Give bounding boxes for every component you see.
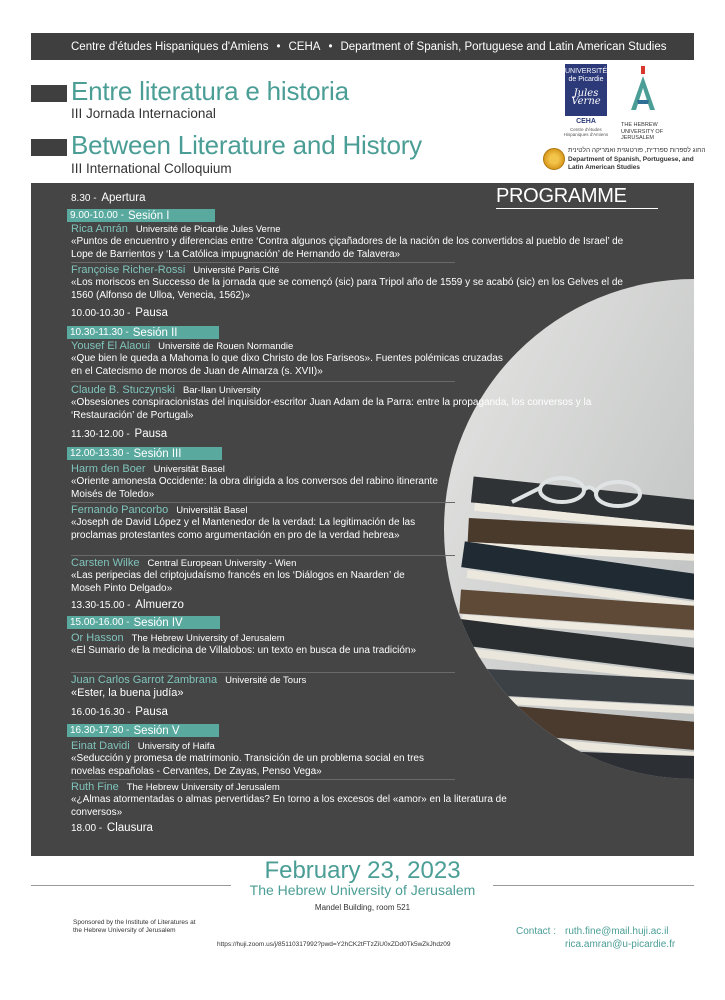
- session-time: 16.30-17.30 -: [70, 725, 130, 736]
- speaker-name: Carsten Wilke: [71, 557, 140, 569]
- session-label: Sesión III: [133, 447, 182, 460]
- speaker-line: [71, 740, 215, 752]
- header-separator: •: [276, 40, 281, 53]
- session-label: Sesión I: [127, 209, 170, 222]
- programme-underline: [496, 208, 658, 209]
- schedule-label: Pausa: [135, 307, 168, 319]
- divider: [71, 381, 455, 382]
- ceha-logo-subtitle: Centre d'études Hispaniques d'Amiens: [563, 127, 609, 137]
- speaker-affiliation: Central European University - Wien: [147, 558, 297, 569]
- divider: [71, 779, 455, 780]
- huji-logo-icon: [623, 64, 663, 122]
- sponsor-note: Sponsored by the Institute of Literatures at the Hebrew University of Jerusalem: [73, 919, 196, 934]
- schedule-break: [71, 307, 168, 319]
- divider: [71, 555, 455, 556]
- speaker-name: Juan Carlos Garrot Zambrana: [71, 674, 218, 686]
- contact-label: Contact :: [516, 926, 557, 937]
- english-subtitle: III International Colloquium: [71, 161, 232, 176]
- schedule-time: 13.30-15.00 -: [71, 600, 131, 611]
- speaker-line: [71, 557, 296, 569]
- speaker-line: [71, 384, 261, 396]
- speaker-affiliation: University of Haifa: [137, 741, 215, 752]
- session-time: 15.00-16.00 -: [70, 617, 130, 628]
- session-header: [67, 724, 219, 737]
- talk-title: «Las peripecias del criptojudaísmo francés en los ‘Diálogos en Naarden’ de Moseh Pinto Delgado»: [71, 570, 405, 594]
- event-date: February 23, 2023: [264, 857, 461, 884]
- schedule-time: 8.30 -: [71, 193, 97, 204]
- speaker-affiliation: Bar-Ilan University: [182, 385, 261, 396]
- english-title: Between Literature and History: [71, 130, 422, 160]
- department-hebrew-name: החוג לספרות ספרדית, פורטוגזית ואמריקה הלטינית: [568, 147, 706, 154]
- speaker-affiliation: Universität Basel: [153, 464, 225, 475]
- session-time: 9.00-10.00 -: [70, 210, 124, 221]
- schedule-opening: [71, 192, 145, 204]
- title-marker: [31, 85, 67, 102]
- upjv-logo: UNIVERSITÉ de Picardie Jules Verne: [565, 64, 607, 116]
- speaker-affiliation: Université Paris Cité: [193, 265, 280, 276]
- programme-heading: PROGRAMME: [496, 185, 627, 207]
- talk-title: «Obsesiones conspiracionistas del inquisidor-escritor Juan Adam de la Parra: entre la propaganda, los conversos y la ‘Restauración’ de Portugal»: [71, 397, 592, 421]
- speaker-line: [71, 781, 280, 793]
- session-label: Sesión V: [133, 724, 180, 737]
- department-english-name: Department of Spanish, Portuguese, and Latin American Studies: [568, 156, 694, 171]
- session-label: Sesión IV: [133, 616, 183, 629]
- speaker-affiliation: The Hebrew University of Jerusalem: [131, 633, 285, 644]
- speaker-line: [71, 264, 279, 276]
- title-marker: [31, 139, 67, 156]
- speaker-affiliation: Université de Picardie Jules Verne: [135, 224, 281, 235]
- schedule-label: Apertura: [101, 192, 146, 204]
- department-seal-icon: [543, 148, 565, 170]
- event-room: Mandel Building, room 521: [314, 903, 411, 912]
- speaker-line: [71, 223, 281, 235]
- schedule-label: Pausa: [134, 428, 168, 440]
- talk-title: «¿Almas atormentadas o almas pervertidas? En torno a los excesos del «amor» en la literatura de conversos»: [71, 794, 507, 818]
- speaker-name: Or Hasson: [71, 632, 124, 644]
- session-label: Sesión II: [132, 326, 178, 339]
- speaker-affiliation: Université de Rouen Normandie: [158, 341, 294, 352]
- talk-title: «Los moriscos en Successo de la jornada que se començó (sic) para Tripol año de 1559 y se acabó (sic) en los Gelves el de 1560 (Alfonso de Ulloa, Venecia, 1562)»: [71, 277, 623, 301]
- speaker-name: Françoise Richer-Rossi: [71, 264, 186, 276]
- logos-area: [535, 64, 706, 184]
- books-glasses-photo: [432, 258, 694, 800]
- header-separator: •: [328, 40, 333, 53]
- schedule-time: 10.00-10.30 -: [71, 308, 131, 319]
- schedule-label: Pausa: [135, 706, 168, 718]
- session-time: 12.00-13.30 -: [70, 448, 130, 459]
- divider: [71, 262, 455, 263]
- session-time: 10.30-11.30 -: [70, 327, 129, 338]
- huji-logo-text: THE HEBREW UNIVERSITY OF JERUSALEM: [621, 122, 664, 141]
- schedule-time: 11.30-12.00 -: [71, 429, 130, 440]
- speaker-line: [71, 674, 306, 686]
- schedule-break: [71, 599, 184, 611]
- session-header: [67, 209, 215, 222]
- contact-email-amran[interactable]: rica.amran@u-picardie.fr: [565, 939, 676, 950]
- speaker-name: Einat Davidi: [71, 740, 130, 752]
- speaker-affiliation: Universität Basel: [176, 505, 248, 516]
- talk-title: «Oriente amonesta Occidente: la obra dirigida a los conversos del rabino itinerante Moisés de Toledo»: [71, 476, 438, 500]
- talk-title: «El Sumario de la medicina de Villalobos: un texto en busca de una tradición»: [71, 645, 417, 656]
- header-org-ceha-name: Centre d'études Hispaniques d'Amiens: [71, 40, 269, 53]
- spanish-subtitle: III Jornada Internacional: [71, 106, 216, 121]
- schedule-label: Clausura: [106, 822, 153, 834]
- talk-title: «Que bien le queda a Mahoma lo que dixo Christo de los Fariseos». Fuentes polémicas cruzadas en el Catecismo de moros de Juan de Almarza (s. XVII)»: [71, 353, 503, 377]
- ceha-logo-label: CEHA: [576, 118, 596, 125]
- contact-email-fine[interactable]: ruth.fine@mail.huji.ac.il: [565, 926, 669, 937]
- event-venue: The Hebrew University of Jerusalem: [249, 882, 476, 898]
- spanish-title-block: [31, 78, 551, 128]
- english-title-block: [31, 132, 551, 182]
- header-org-department: Department of Spanish, Portuguese and Latin American Studies: [340, 40, 667, 53]
- speaker-line: [71, 632, 285, 644]
- speaker-name: Yousef El Alaoui: [71, 340, 151, 352]
- speaker-line: [71, 504, 248, 516]
- schedule-time: 18.00 -: [71, 823, 103, 834]
- divider: [71, 502, 455, 503]
- divider: [71, 672, 455, 673]
- session-header: [67, 326, 219, 339]
- speaker-line: [71, 340, 293, 352]
- speaker-name: Fernando Pancorbo: [71, 504, 169, 516]
- speaker-name: Claude B. Stuczynski: [71, 384, 175, 396]
- speaker-name: Rica Amrán: [71, 223, 128, 235]
- talk-title: «Ester, la buena judía»: [71, 687, 184, 699]
- speaker-name: Harm den Boer: [71, 463, 146, 475]
- schedule-time: 16.00-16.30 -: [71, 707, 131, 718]
- session-header: [67, 447, 222, 460]
- speaker-affiliation: The Hebrew University of Jerusalem: [126, 782, 280, 793]
- department-logo: [543, 146, 706, 180]
- header-bar: [31, 33, 694, 60]
- schedule-break: [71, 706, 168, 718]
- talk-title: «Joseph de David López y el Mantenedor de la verdad: La legitimación de las proclamas protestantes como argumentación en pro de la verdad hebrea»: [71, 517, 416, 541]
- zoom-link[interactable]: https://huji.zoom.us/j/85110317992?pwd=Y2hCK2tFTzZiU0xZDd0Tk5wZkJhdz09: [217, 941, 451, 948]
- schedule-closing: [71, 822, 153, 834]
- schedule-break: [71, 428, 167, 440]
- speaker-name: Ruth Fine: [71, 781, 119, 793]
- speaker-line: [71, 463, 225, 475]
- session-header: [67, 616, 220, 629]
- speaker-affiliation: Université de Tours: [225, 675, 307, 686]
- talk-title: «Seducción y promesa de matrimonio. Transición de un problema social en tres novelas españolas - Cervantes, De Zayas, Penso Vega»: [71, 753, 424, 777]
- schedule-label: Almuerzo: [135, 599, 184, 611]
- header-org-ceha: CEHA: [288, 40, 321, 53]
- spanish-title: Entre literatura e historia: [71, 76, 349, 106]
- talk-title: «Puntos de encuentro y diferencias entre ‘Contra algunos çiçañadores de la nación de los convertidos al pueblo de Israel’ de Lope de Barrientos y ‘La Católica impugnación’ de Hernando de Talavera»: [71, 236, 624, 260]
